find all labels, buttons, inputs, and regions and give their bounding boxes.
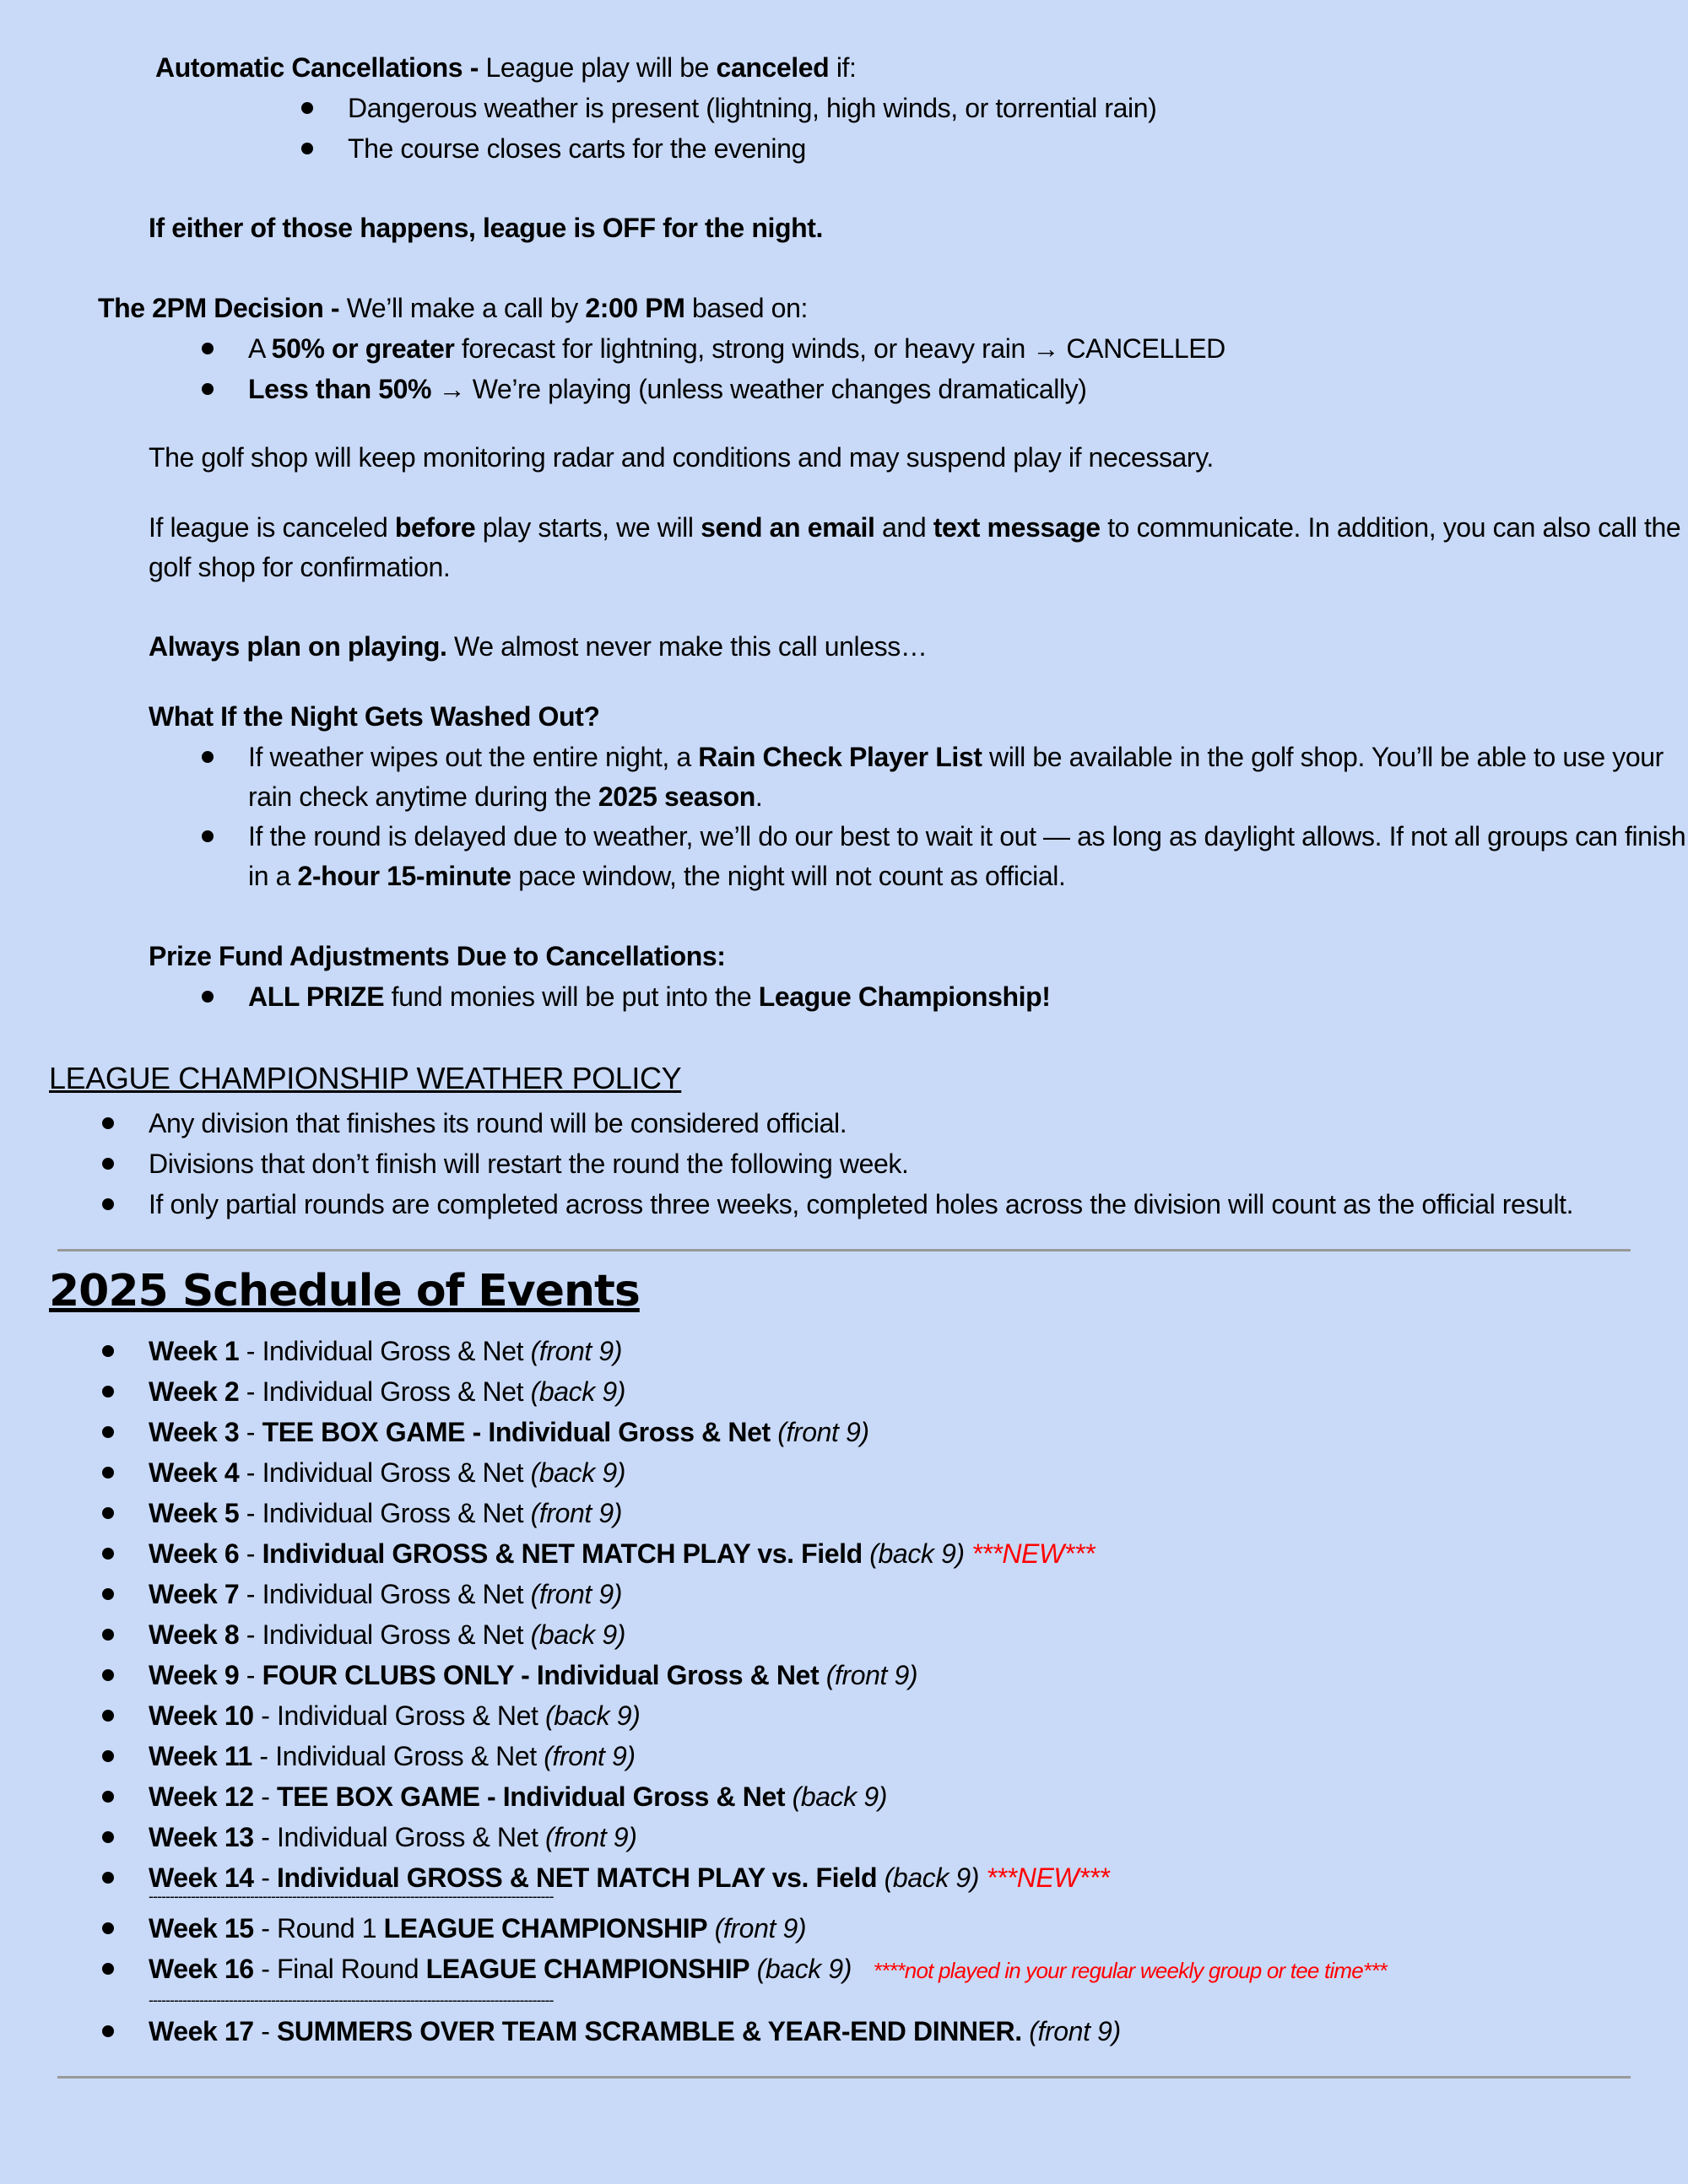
week-nine: (front 9) <box>545 1822 637 1852</box>
schedule-week-row <box>149 1536 1095 1571</box>
week-separator: - <box>239 1376 262 1407</box>
always-paragraph <box>149 629 927 664</box>
off-note: If either of those happens, league is OFF for the night. <box>149 213 823 243</box>
week-label: Week 10 <box>149 1700 254 1731</box>
week-event: Individual Gross & Net <box>262 1336 524 1366</box>
notify-bold: before <box>394 512 476 543</box>
week-nine: (front 9) <box>825 1660 918 1690</box>
week-label: Week 2 <box>149 1376 240 1407</box>
week-event: Individual Gross & Net <box>262 1579 524 1609</box>
auto-cancel-paragraph <box>155 50 857 85</box>
week-event: Individual Gross & Net <box>276 1822 538 1852</box>
bullet-icon <box>202 343 214 354</box>
bullet-icon <box>102 2025 114 2037</box>
washout-bold: 2025 season <box>598 781 755 812</box>
washout-bold: Rain Check Player List <box>698 742 982 772</box>
new-tag: ***NEW*** <box>971 1538 1095 1569</box>
week-nine: (back 9) <box>756 1954 852 1984</box>
decision-text-end: based on: <box>684 293 808 323</box>
washout-text: rain check anytime during the <box>248 781 598 812</box>
prize-text: fund monies will be put into the <box>384 981 759 1012</box>
bullet-icon <box>102 1588 114 1600</box>
week-event-bold: LEAGUE CHAMPIONSHIP <box>383 1913 708 1943</box>
week-event-bold: LEAGUE CHAMPIONSHIP <box>425 1954 750 1984</box>
week-separator: - <box>239 1417 262 1447</box>
always-text: We almost never make this call unless… <box>446 631 928 662</box>
bullet-icon <box>102 1669 114 1681</box>
bullet-icon <box>102 1117 114 1129</box>
bullet-icon <box>102 1198 114 1210</box>
week-separator: - <box>252 1741 276 1771</box>
notify-text: If league is canceled <box>149 512 395 543</box>
decision-bullet-bold: Less than 50% <box>248 374 432 404</box>
schedule-week-row <box>149 1617 625 1652</box>
decision-bullet-text: → We’re playing (unless weather changes dramatically) <box>431 374 1087 404</box>
week-label: Week 7 <box>149 1579 240 1609</box>
week-nine: (front 9) <box>544 1741 636 1771</box>
week-separator: - <box>239 1579 262 1609</box>
week-separator: - <box>239 1457 262 1488</box>
washout-bullet-1-line2 <box>248 779 762 814</box>
week-text: - Final Round <box>253 1954 426 1984</box>
decision-label: The 2PM Decision - <box>98 293 347 323</box>
prize-heading: Prize Fund Adjustments Due to Cancellations: <box>149 941 726 971</box>
bullet-icon <box>301 102 313 114</box>
notify-text: play starts, we will <box>475 512 701 543</box>
week-label: Week 15 <box>149 1913 254 1943</box>
schedule-week-row <box>149 1333 622 1369</box>
bullet-icon <box>102 1831 114 1843</box>
bullet-icon <box>102 1872 114 1884</box>
washout-bullet-1 <box>248 739 1664 775</box>
champ-policy-bullet: Any division that finishes its round will be considered official. <box>149 1108 847 1138</box>
schedule-week-15 <box>149 1911 806 1946</box>
week-event: TEE BOX GAME - Individual Gross & Net <box>262 1417 771 1447</box>
week-separator: - <box>239 1538 262 1569</box>
washout-bullet-2-line2 <box>248 858 1065 894</box>
week-event: Individual Gross & Net <box>262 1376 524 1407</box>
champ-policy-bullet: If only partial rounds are completed across three weeks, completed holes across the division will count as the official result. <box>149 1189 1574 1219</box>
washout-bullet-2: If the round is delayed due to weather, we’ll do our best to wait it out — as long as daylight allows. If not all groups can finish <box>248 821 1686 851</box>
bullet-icon <box>102 1629 114 1641</box>
week-nine: (back 9) <box>530 1376 626 1407</box>
bullet-icon <box>102 1922 114 1934</box>
week-label: Week 8 <box>149 1619 240 1650</box>
week-event: Individual Gross & Net <box>262 1457 524 1488</box>
week-label: Week 3 <box>149 1417 240 1447</box>
new-tag: ***NEW*** <box>986 1862 1110 1893</box>
week-event-bold: SUMMERS OVER TEAM SCRAMBLE & YEAR-END DINNER. <box>276 2016 1022 2046</box>
decision-time: 2:00 PM <box>585 293 685 323</box>
washout-text: If weather wipes out the entire night, a <box>248 742 699 772</box>
week-label: Week 1 <box>149 1336 240 1366</box>
week-label: Week 5 <box>149 1498 240 1528</box>
washout-text: pace window, the night will not count as official. <box>511 861 1066 891</box>
decision-bullet-bold: 50% or greater <box>271 333 455 364</box>
week-event: Individual Gross & Net <box>275 1741 537 1771</box>
notify-paragraph <box>149 510 1680 545</box>
week-separator: - <box>253 1781 277 1812</box>
decision-paragraph <box>98 290 808 326</box>
week-nine: (back 9) <box>884 1862 980 1893</box>
week-nine: (front 9) <box>530 1336 623 1366</box>
auto-cancel-label: Automatic Cancellations - <box>155 52 486 83</box>
bullet-icon <box>102 1750 114 1762</box>
schedule-week-row <box>149 1819 636 1855</box>
schedule-week-row <box>149 1576 622 1612</box>
week-label: Week 11 <box>149 1741 252 1771</box>
week-event: Individual GROSS & NET MATCH PLAY vs. Field <box>276 1862 878 1893</box>
decision-bullet-2 <box>248 371 1087 407</box>
champ-policy-heading: LEAGUE CHAMPIONSHIP WEATHER POLICY <box>49 1061 682 1095</box>
schedule-week-row <box>149 1657 917 1693</box>
week-nine: (front 9) <box>714 1913 807 1943</box>
week-note: ****not played in your regular weekly group or tee time*** <box>873 1958 1387 1983</box>
washout-bold: 2-hour 15-minute <box>297 861 511 891</box>
week-nine: (back 9) <box>869 1538 965 1569</box>
washout-text: in a <box>248 861 298 891</box>
week-nine: (front 9) <box>530 1498 623 1528</box>
week-label: Week 17 <box>149 2016 254 2046</box>
week-label: Week 9 <box>149 1660 240 1690</box>
week-label: Week 6 <box>149 1538 240 1569</box>
week-nine: (front 9) <box>530 1579 623 1609</box>
bullet-icon <box>202 383 214 395</box>
divider <box>57 2076 1631 2079</box>
notify-bold: text message <box>933 512 1101 543</box>
prize-bold: ALL PRIZE <box>248 981 385 1012</box>
bullet-icon <box>102 1426 114 1438</box>
week-separator: - <box>239 1619 262 1650</box>
week-label: Week 4 <box>149 1457 240 1488</box>
week-separator: - <box>253 1822 277 1852</box>
bullet-icon <box>102 1158 114 1170</box>
bullet-icon <box>301 143 313 154</box>
auto-cancel-text-end: if: <box>829 52 857 83</box>
schedule-week-17 <box>149 2014 1121 2049</box>
auto-cancel-text: League play will be <box>485 52 717 83</box>
auto-cancel-bold: canceled <box>716 52 830 83</box>
notify-paragraph-line2: golf shop for confirmation. <box>149 552 451 582</box>
schedule-week-row <box>149 1495 622 1531</box>
schedule-week-row <box>149 1738 636 1774</box>
notify-bold: send an email <box>701 512 875 543</box>
week-label: Week 14 <box>149 1862 254 1893</box>
bullet-icon <box>102 1507 114 1519</box>
decision-text: We’ll make a call by <box>346 293 586 323</box>
bullet-icon <box>202 830 214 842</box>
decision-bullet-text: A <box>248 333 272 364</box>
decision-bullet-text: forecast for lightning, strong winds, or heavy rain → CANCELLED <box>454 333 1225 364</box>
bullet-icon <box>202 991 214 1003</box>
week-label: Week 12 <box>149 1781 254 1812</box>
notify-text: and <box>874 512 933 543</box>
bullet-icon <box>102 1386 114 1397</box>
bullet-icon <box>202 751 214 763</box>
week-separator: - <box>239 1498 262 1528</box>
bullet-icon <box>102 1963 114 1975</box>
washout-heading: What If the Night Gets Washed Out? <box>149 701 600 732</box>
week-separator: - <box>253 1700 277 1731</box>
week-event: Individual Gross & Net <box>276 1700 538 1731</box>
week-event: TEE BOX GAME - Individual Gross & Net <box>276 1781 786 1812</box>
bullet-icon <box>102 1791 114 1803</box>
week-event: FOUR CLUBS ONLY - Individual Gross & Net <box>262 1660 820 1690</box>
always-bold: Always plan on playing. <box>149 631 447 662</box>
week-nine: (back 9) <box>530 1457 626 1488</box>
week-text: - Round 1 <box>253 1913 384 1943</box>
schedule-week-row <box>149 1455 625 1490</box>
schedule-week-row <box>149 1779 887 1814</box>
schedule-separator: ------------------------------------------------------------------------------------------------ <box>149 1992 554 2008</box>
bullet-icon <box>102 1548 114 1560</box>
schedule-separator: ------------------------------------------------------------------------------------------------ <box>149 1888 554 1905</box>
week-separator: - <box>253 1862 277 1893</box>
schedule-title: 2025 Schedule of Events <box>49 1266 640 1316</box>
week-event: Individual Gross & Net <box>262 1619 524 1650</box>
week-text: - <box>253 2016 277 2046</box>
notify-text: to communicate. In addition, you can also call the <box>1100 512 1681 543</box>
week-event: Individual Gross & Net <box>262 1498 524 1528</box>
week-nine: (back 9) <box>792 1781 888 1812</box>
week-nine: (back 9) <box>545 1700 641 1731</box>
auto-cancel-bullet: The course closes carts for the evening <box>348 133 806 164</box>
auto-cancel-bullet: Dangerous weather is present (lightning, high winds, or torrential rain) <box>348 93 1157 123</box>
schedule-week-row <box>149 1698 640 1733</box>
decision-bullet-1 <box>248 331 1225 366</box>
bullet-icon <box>102 1467 114 1479</box>
divider <box>57 1249 1631 1251</box>
bullet-icon <box>102 1710 114 1722</box>
schedule-week-row <box>149 1374 625 1409</box>
champ-policy-bullet: Divisions that don’t finish will restart the round the following week. <box>149 1149 909 1179</box>
week-nine: (back 9) <box>530 1619 626 1650</box>
washout-text: will be available in the golf shop. You’ll be able to use your <box>982 742 1664 772</box>
week-label: Week 13 <box>149 1822 254 1852</box>
schedule-week-row <box>149 1414 869 1450</box>
week-event: Individual GROSS & NET MATCH PLAY vs. Field <box>262 1538 863 1569</box>
monitoring-paragraph: The golf shop will keep monitoring radar and conditions and may suspend play if necessary. <box>149 442 1214 473</box>
prize-bold: League Championship! <box>758 981 1051 1012</box>
week-nine: (front 9) <box>777 1417 869 1447</box>
week-separator: - <box>239 1336 262 1366</box>
schedule-week-16 <box>149 1951 1387 1988</box>
week-label: Week 16 <box>149 1954 254 1984</box>
washout-text: . <box>755 781 763 812</box>
prize-bullet <box>248 979 1051 1014</box>
week-separator: - <box>239 1660 262 1690</box>
week-nine: (front 9) <box>1029 2016 1121 2046</box>
bullet-icon <box>102 1345 114 1357</box>
